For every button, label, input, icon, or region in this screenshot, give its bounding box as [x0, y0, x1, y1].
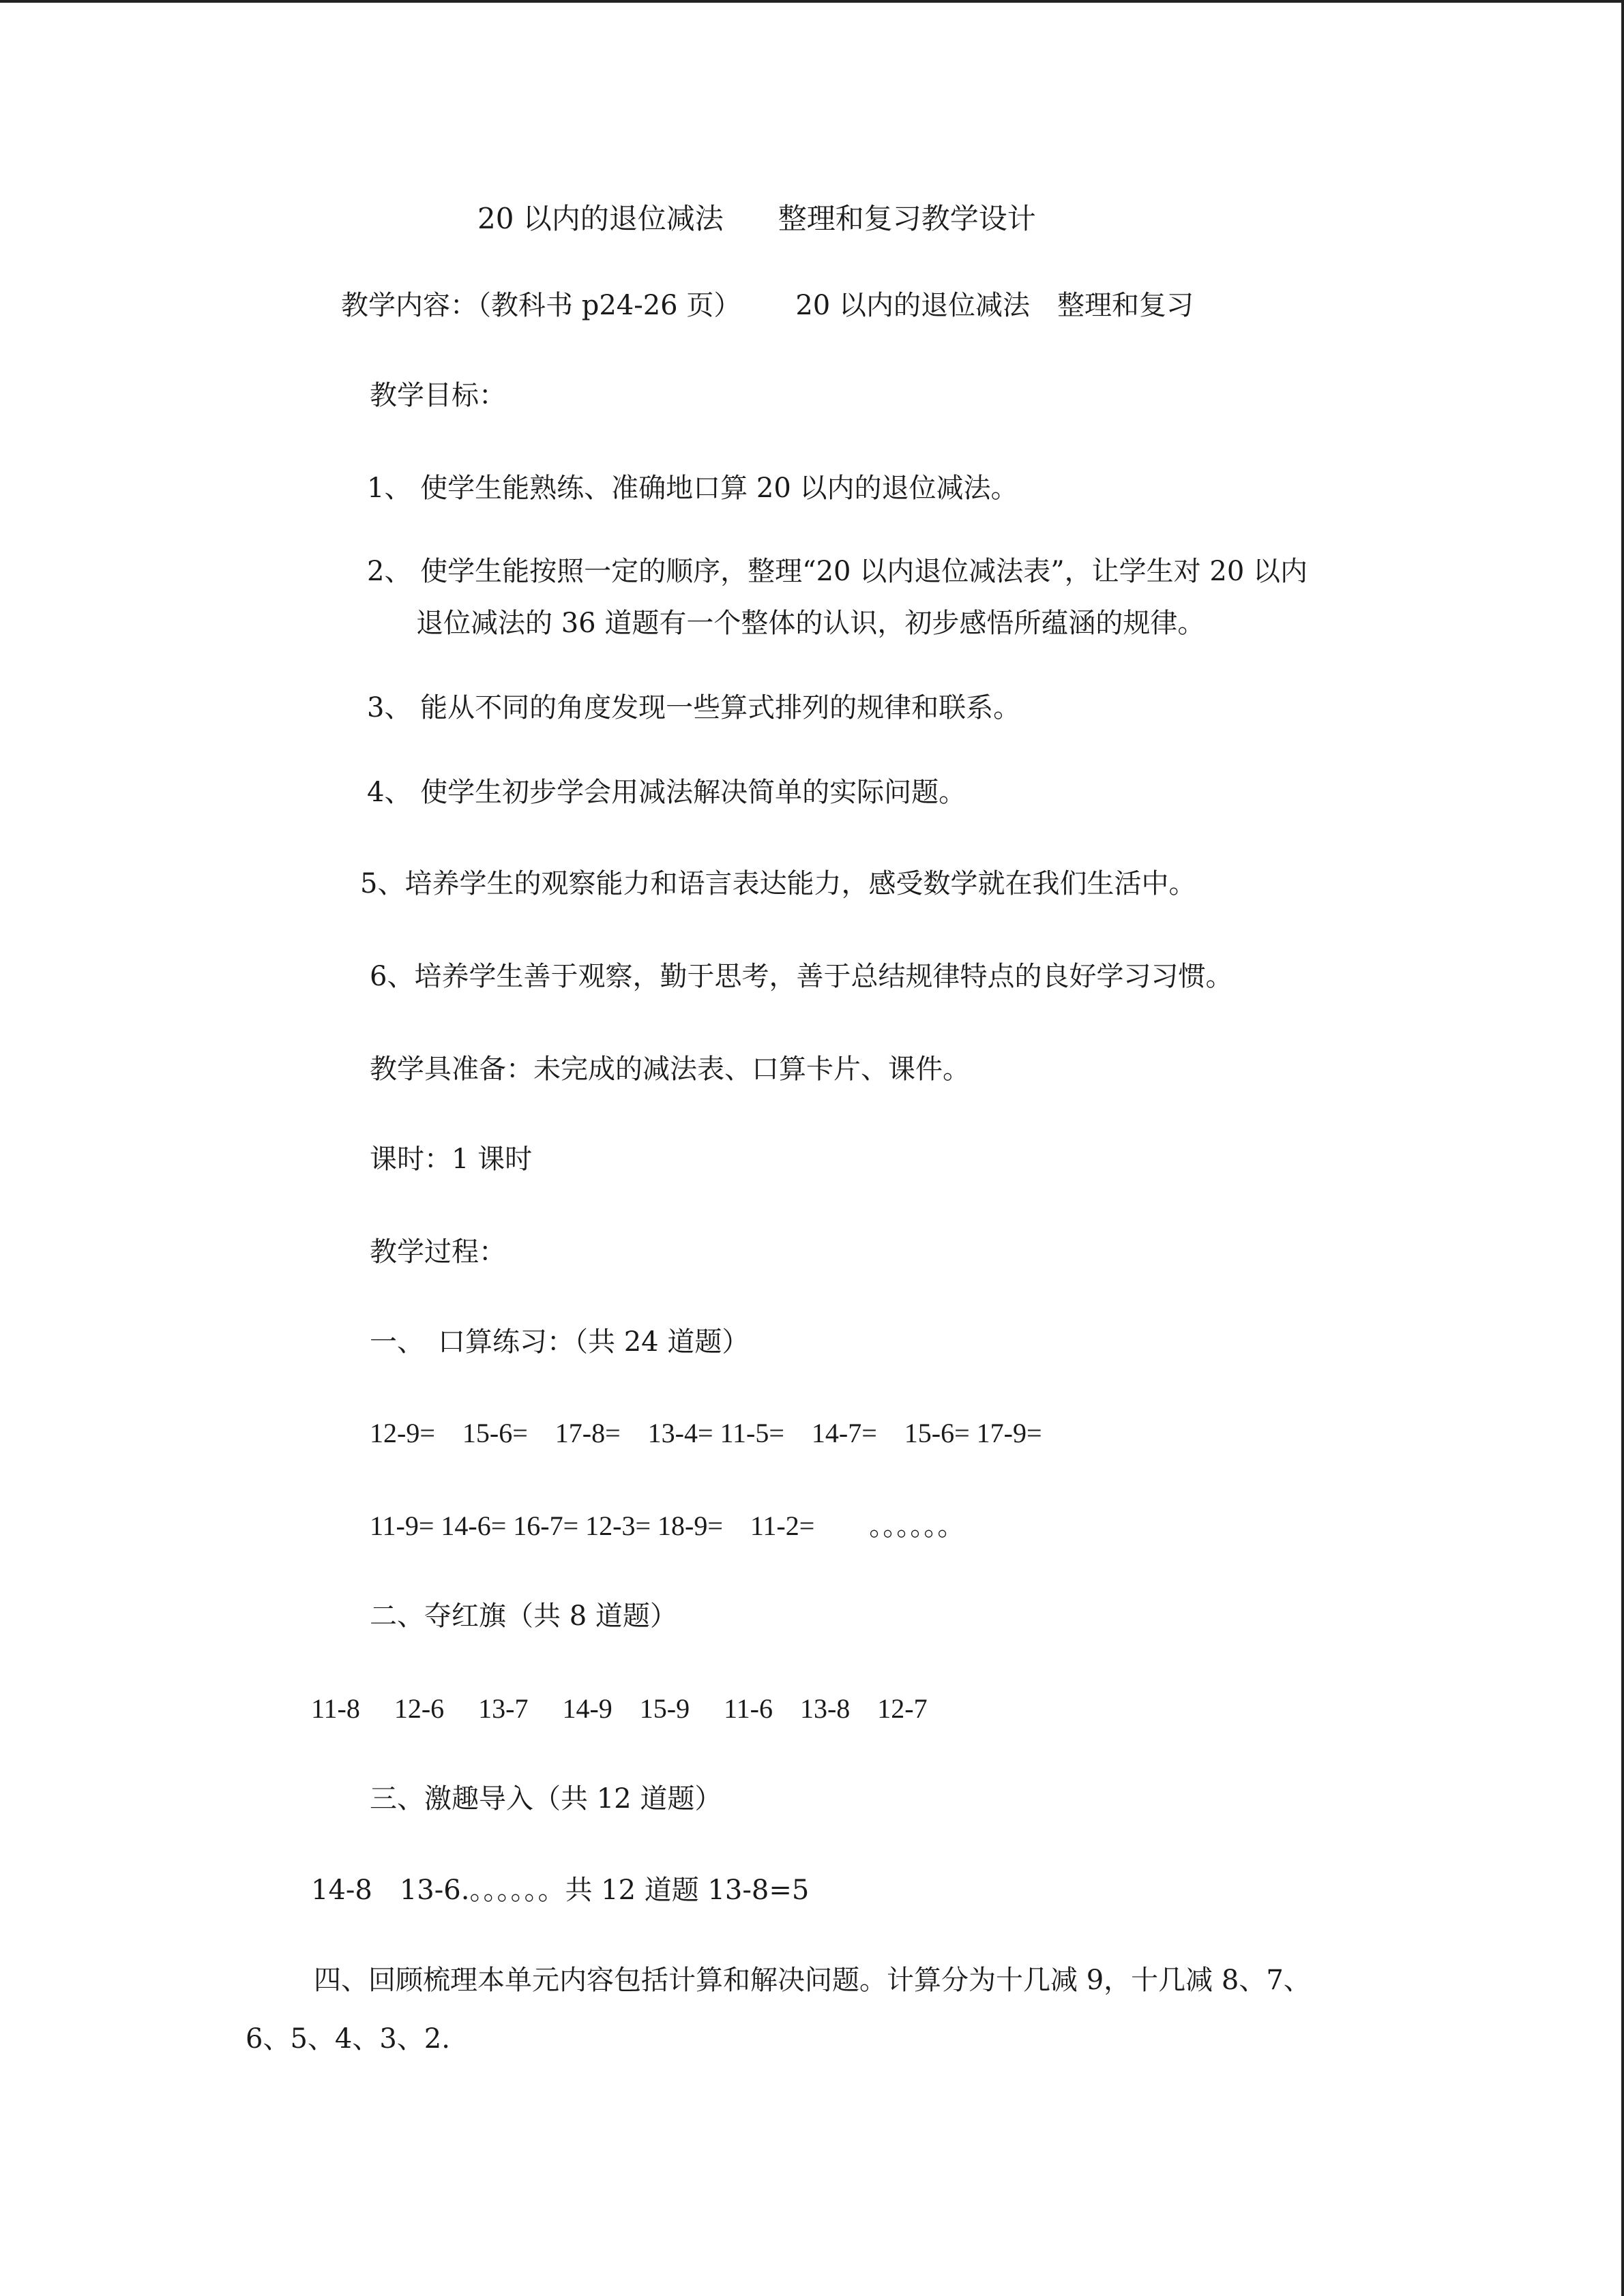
goal-item: 5、培养学生的观察能力和语言表达能力，感受数学就在我们生活中。 [360, 868, 1196, 899]
document-title [477, 203, 1036, 235]
goal-item: 4、 使学生初步学会用减法解决简单的实际问题。 [367, 777, 966, 808]
goal-item: 2、 使学生能按照一定的顺序，整理“20 以内退位减法表”，让学生对 20 以内 [367, 556, 1308, 587]
class-hours: 课时：1 课时 [370, 1144, 533, 1175]
section-2-heading: 二、夺红旗（共 8 道题） [370, 1600, 677, 1632]
section-4-line-2: 6、5、4、3、2. [246, 2023, 450, 2055]
teaching-content [341, 289, 1194, 322]
intro-problems: 14-8 13-6.。。。。。。共 12 道题 13-8=5 [311, 1875, 810, 1906]
content-topic: 20 以内的退位减法 整理和复习 [795, 290, 1194, 321]
process-heading: 教学过程： [370, 1236, 506, 1268]
title-part-1: 20 以内的退位减法 [477, 202, 724, 235]
title-part-2: 整理和复习教学设计 [778, 202, 1036, 235]
goals-heading: 教学目标： [370, 380, 506, 411]
red-flag-problems: 11-8 12-6 13-7 14-9 15-9 11-6 13-8 12-7 [311, 1693, 928, 1724]
goal-item-continuation: 退位减法的 36 道题有一个整体的认识，初步感悟所蕴涵的规律。 [416, 608, 1205, 639]
oral-drill-row: 11-9= 14-6= 16-7= 12-3= 18-9= 11-2= 。。。。。。 [370, 1510, 965, 1541]
goal-item: 6、培养学生善于观察，勤于思考，善于总结规律特点的良好学习习惯。 [370, 961, 1233, 992]
materials-preparation: 教学具准备：未完成的减法表、口算卡片、课件。 [370, 1054, 970, 1085]
section-3-heading: 三、激趣导入（共 12 道题） [370, 1783, 722, 1815]
section-1-heading: 一、 口算练习：（共 24 道题） [370, 1326, 750, 1358]
page-border-right [1621, 0, 1624, 2296]
goal-item: 1、 使学生能熟练、准确地口算 20 以内的退位减法。 [367, 473, 1018, 504]
oral-drill-row: 12-9= 15-6= 17-8= 13-4= 11-5= 14-7= 15-6= 17-9= [370, 1418, 1042, 1448]
goal-item: 3、 能从不同的角度发现一些算式排列的规律和联系。 [367, 692, 1021, 724]
page-border-top [0, 0, 1624, 3]
section-4-line-1: 四、回顾梳理本单元内容包括计算和解决问题。计算分为十几减 9，十几减 8、7、 [314, 1965, 1311, 1996]
content-label: 教学内容：（教科书 p24-26 页） [341, 290, 741, 321]
